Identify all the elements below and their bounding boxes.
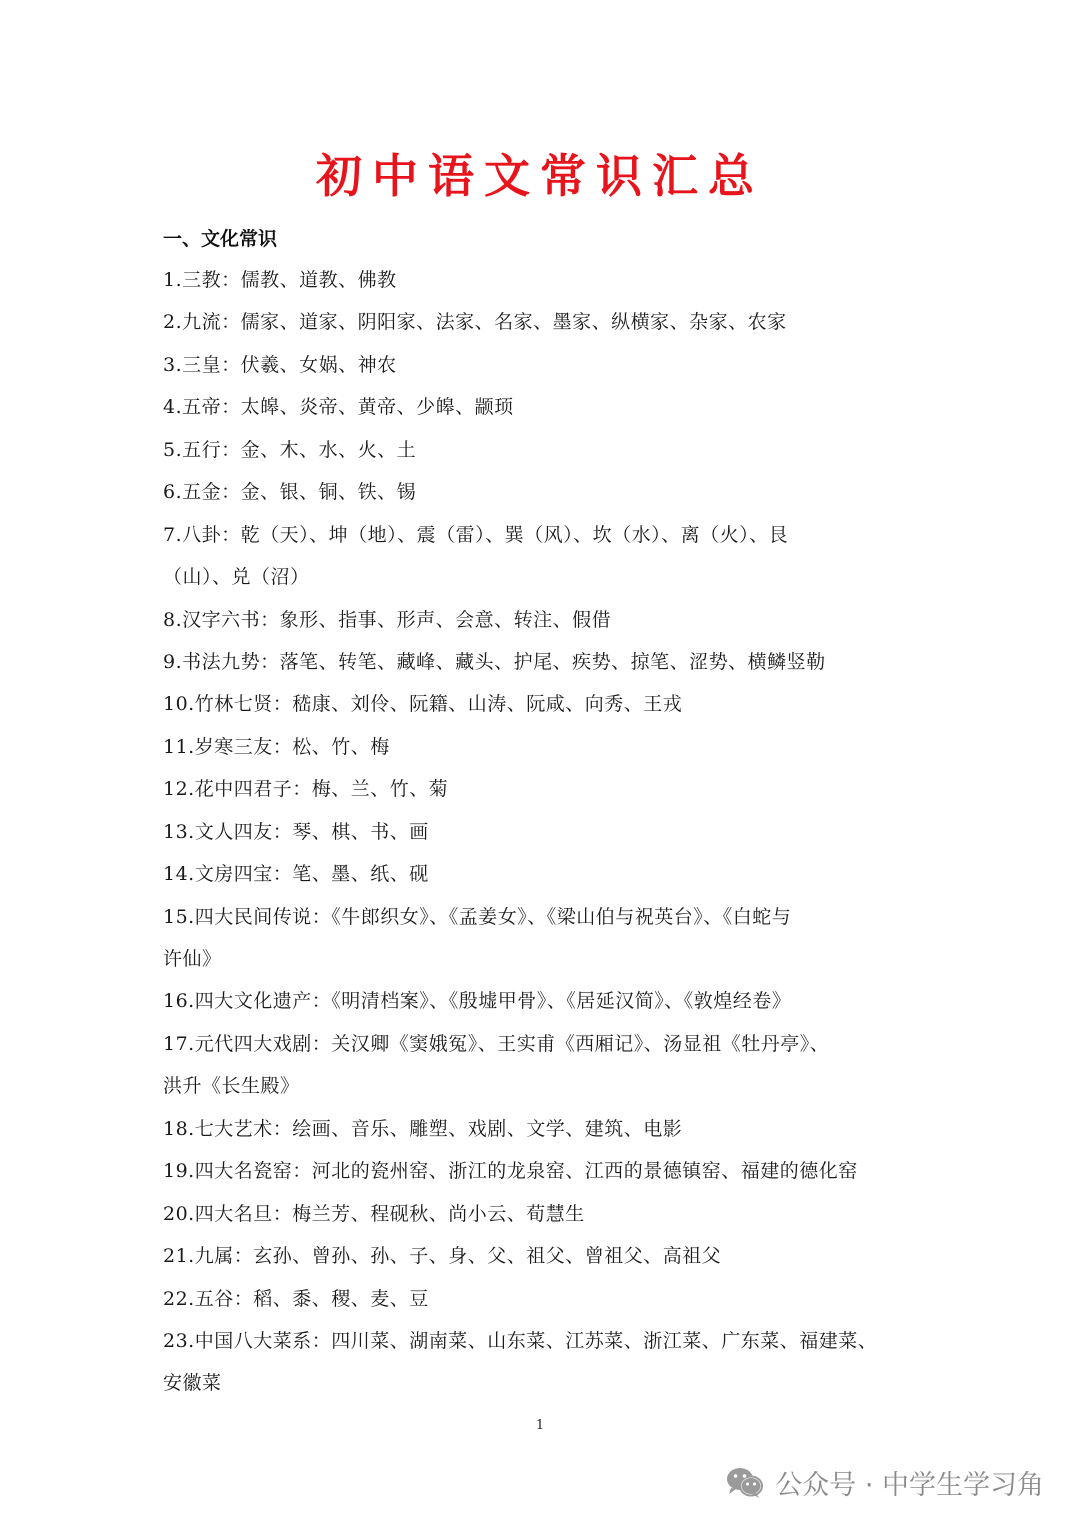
- content-line: 19.四大名瓷窑：河北的瓷州窑、浙江的龙泉窑、江西的景德镇窑、福建的德化窑: [163, 1160, 858, 1183]
- content-line: 6.五金：金、银、铜、铁、锡: [163, 481, 417, 504]
- page-title: 初中语文常识汇总: [316, 149, 764, 203]
- content-line: 13.文人四友：琴、棋、书、画: [163, 820, 429, 843]
- content-line: 22.五谷：稻、黍、稷、麦、豆: [163, 1287, 429, 1310]
- section-heading: 一、文化常识: [163, 228, 278, 250]
- watermark-text: 公众号 · 中学生学习角: [775, 1470, 1044, 1501]
- content-line: 3.三皇：伏羲、女娲、神农: [163, 353, 397, 376]
- content-line: 14.文房四宝：笔、墨、纸、砚: [163, 863, 429, 886]
- content-line: 4.五帝：太皞、炎帝、黄帝、少皞、颛顼: [163, 396, 514, 419]
- watermark: [725, 1463, 1044, 1502]
- content-line: （山）、兑（沼）: [163, 566, 310, 589]
- content-line: 7.八卦：乾（天）、坤（地）、震（雷）、巽（风）、坎（水）、离（火）、艮: [163, 523, 789, 546]
- content-line: 2.九流：儒家、道家、阴阳家、法家、名家、墨家、纵横家、杂家、农家: [163, 311, 787, 334]
- content-line: 21.九属：玄孙、曾孙、孙、子、身、父、祖父、曾祖父、高祖父: [163, 1245, 722, 1268]
- content-line: 1.三教：儒教、道教、佛教: [163, 269, 397, 291]
- content-line: 8.汉字六书：象形、指事、形声、会意、转注、假借: [163, 608, 612, 631]
- content-line: 5.五行：金、木、水、火、土: [163, 438, 417, 461]
- content-line: 11.岁寒三友：松、竹、梅: [163, 735, 390, 758]
- content-line: 12.花中四君子：梅、兰、竹、菊: [163, 778, 449, 801]
- content-line: 许仙》: [163, 948, 222, 970]
- content-line: 16.四大文化遗产：《明清档案》、《殷墟甲骨》、《居延汉简》、《敦煌经卷》: [163, 990, 792, 1013]
- content-line: 10.竹林七贤：嵇康、刘伶、阮籍、山涛、阮咸、向秀、王戎: [163, 693, 683, 716]
- content-line: 18.七大艺术：绘画、音乐、雕塑、戏剧、文学、建筑、电影: [163, 1117, 683, 1140]
- content-line: 15.四大民间传说：《牛郎织女》、《孟姜女》、《梁山伯与祝英台》、《白蛇与: [163, 905, 792, 928]
- wechat-icon: [725, 1465, 765, 1501]
- content-list: [163, 265, 933, 1411]
- content-line: 23.中国八大菜系：四川菜、湖南菜、山东菜、江苏菜、浙江菜、广东菜、福建菜、: [163, 1329, 878, 1352]
- content-line: 20.四大名旦：梅兰芳、程砚秋、尚小云、荀慧生: [163, 1202, 585, 1225]
- content-line: 洪升《长生殿》: [163, 1075, 300, 1098]
- content-line: 安徽菜: [163, 1372, 222, 1395]
- content-line: 17.元代四大戏剧：关汉卿《窦娥冤》、王实甫《西厢记》、汤显祖《牡丹亭》、: [163, 1032, 830, 1055]
- content-line: 9.书法九势：落笔、转笔、藏峰、藏头、护尾、疾势、掠笔、涩势、横鳞竖勒: [163, 650, 826, 673]
- page-number: 1: [535, 1418, 545, 1433]
